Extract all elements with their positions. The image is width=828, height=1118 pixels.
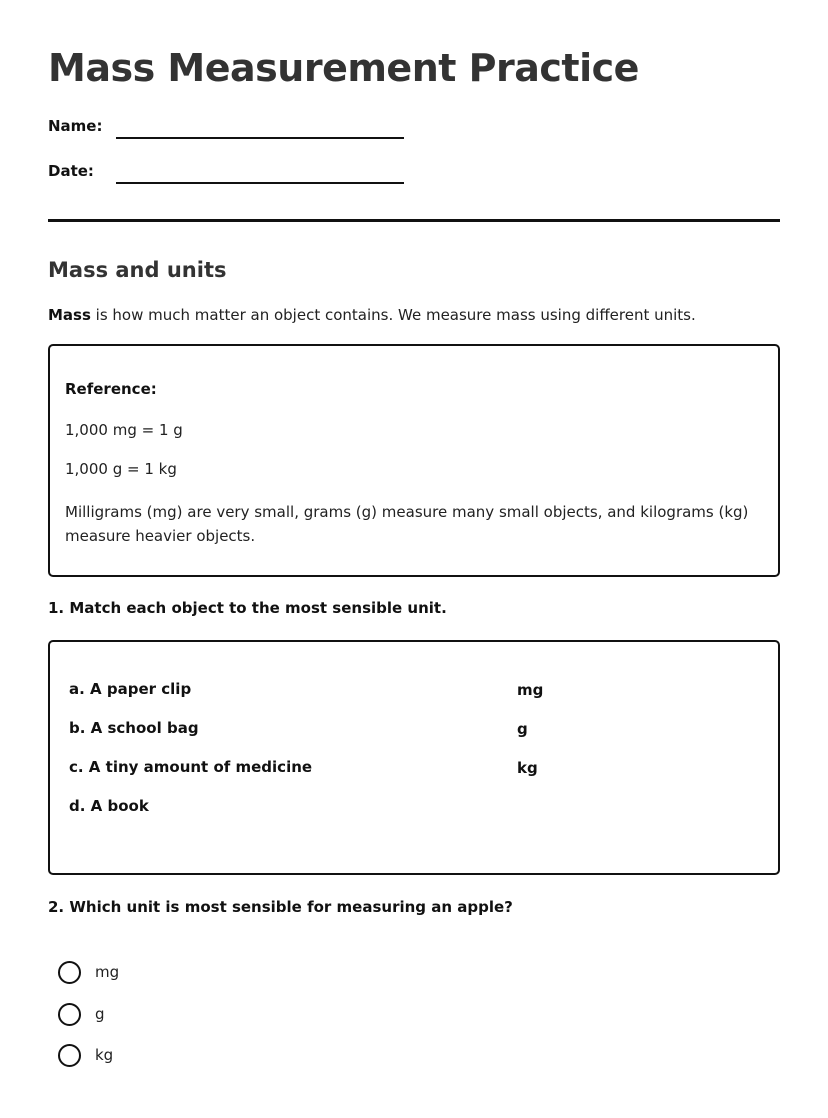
match-object: b. A school bag	[69, 719, 199, 737]
match-object: c. A tiny amount of medicine	[69, 758, 313, 776]
matching-box	[48, 640, 780, 875]
intro-rest: is how much matter an object contains. We measure mass using different units.	[90, 306, 696, 324]
name-field-line[interactable]	[116, 137, 404, 139]
reference-line: 1,000 g = 1 kg	[65, 460, 177, 478]
question-2-prompt: 2. Which unit is most sensible for measuring an apple?	[48, 898, 513, 916]
match-unit: mg	[517, 681, 544, 699]
question-1-prompt: 1. Match each object to the most sensible unit.	[48, 599, 447, 617]
name-label: Name:	[48, 117, 103, 135]
intro-term: Mass	[48, 306, 91, 324]
reference-paragraph: Milligrams (mg) are very small, grams (g) measure many small objects, and kilograms (kg) measure heavier objects.	[65, 503, 749, 545]
radio-button[interactable]	[58, 1044, 81, 1067]
match-object: a. A paper clip	[69, 680, 192, 698]
reference-line: 1,000 mg = 1 g	[65, 421, 183, 439]
match-unit: kg	[517, 759, 538, 777]
page-title: Mass Measurement Practice	[48, 46, 639, 90]
header-divider	[48, 219, 780, 222]
radio-button[interactable]	[58, 961, 81, 984]
reference-box	[48, 344, 780, 577]
date-label: Date:	[48, 162, 94, 180]
match-object: d. A book	[69, 797, 149, 815]
radio-button[interactable]	[58, 1003, 81, 1026]
match-unit: g	[517, 720, 528, 738]
date-field-line[interactable]	[116, 182, 404, 184]
option-label: mg	[95, 963, 120, 981]
intro-text	[48, 306, 696, 324]
option-label: kg	[95, 1046, 114, 1064]
section-heading: Mass and units	[48, 258, 227, 282]
reference-title: Reference:	[65, 380, 157, 398]
option-label: g	[95, 1005, 105, 1023]
